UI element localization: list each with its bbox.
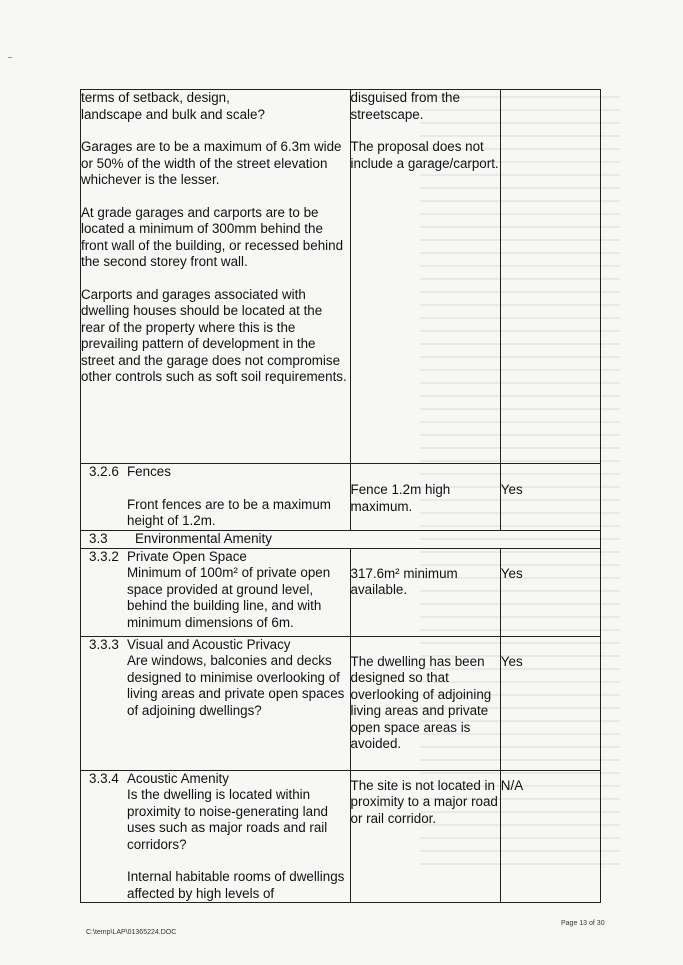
table-row-privacy bbox=[81, 636, 601, 770]
control-text: Minimum of 100m² of private open space provided at ground level, behind the building line, and with minimum dimensions of 6m. bbox=[127, 565, 331, 630]
clause-number: 3.2.6 bbox=[89, 464, 119, 479]
table-row-acoustic bbox=[81, 770, 601, 903]
control-line-2: landscape and bulk and scale? bbox=[81, 106, 265, 122]
complies-cell bbox=[500, 90, 600, 464]
control-text: Is the dwelling is located within proximity to noise-generating land uses such as major roads and rail corridors? bbox=[127, 787, 328, 852]
clause-title: Visual and Acoustic Privacy bbox=[127, 636, 291, 652]
control-text: Are windows, balconies and decks designed to minimise overlooking of living areas and private open spaces of adjoining dwellings? bbox=[127, 653, 345, 718]
section-heading-cell bbox=[81, 530, 601, 548]
proposal-cell bbox=[350, 548, 500, 636]
complies-value: Yes bbox=[500, 565, 523, 581]
clause-title: Private Open Space bbox=[127, 548, 247, 564]
proposal-cell bbox=[350, 636, 500, 770]
proposal-text: The site is not located in proximity to a major road or rail corridor. bbox=[350, 777, 498, 826]
clause-number: 3.3.2 bbox=[89, 548, 119, 564]
proposal-garage: The proposal does not include a garage/carport. bbox=[350, 139, 499, 171]
clause-title: Fences bbox=[127, 464, 171, 479]
proposal-text: The dwelling has been designed so that overlooking of adjoining living areas and private open space areas is avoided. bbox=[350, 653, 492, 751]
margin-mark bbox=[8, 57, 12, 58]
complies-cell bbox=[500, 548, 600, 636]
table-row-section bbox=[81, 530, 601, 548]
proposal-streetscape: disguised from the streetscape. bbox=[350, 90, 460, 122]
proposal-cell bbox=[350, 90, 500, 464]
clause-title: Acoustic Amenity bbox=[127, 770, 229, 786]
control-cell bbox=[81, 636, 351, 770]
complies-cell bbox=[500, 770, 600, 903]
control-garages-max: Garages are to be a maximum of 6.3m wide or 50% of the width of the street elevation whichever is the lesser. bbox=[81, 139, 342, 187]
clause-number: 3.3.4 bbox=[89, 770, 119, 786]
file-path: C:\temp\LAP\01365224.DOC bbox=[86, 929, 177, 936]
proposal-text: Fence 1.2m high maximum. bbox=[350, 482, 451, 514]
section-number: 3.3 bbox=[89, 530, 108, 546]
control-cell bbox=[81, 770, 351, 903]
proposal-cell bbox=[350, 464, 500, 531]
complies-cell bbox=[500, 464, 600, 531]
complies-value: Yes bbox=[500, 482, 523, 497]
complies-value: N/A bbox=[500, 777, 524, 793]
page-number: Page 13 of 30 bbox=[561, 920, 605, 927]
complies-cell bbox=[500, 636, 600, 770]
control-cell bbox=[81, 548, 351, 636]
control-text: Front fences are to be a maximum height of 1.2m. bbox=[127, 496, 331, 528]
control-cell bbox=[81, 464, 351, 531]
table-row-continued bbox=[81, 90, 601, 464]
control-at-grade: At grade garages and carports are to be located a minimum of 300mm behind the front wall of the building, or recessed behind the second storey front wall. bbox=[81, 204, 344, 269]
table-row-fences bbox=[81, 464, 601, 531]
compliance-table bbox=[80, 89, 601, 903]
proposal-cell bbox=[350, 770, 500, 903]
table-row-open-space bbox=[81, 548, 601, 636]
proposal-text: 317.6m² minimum available. bbox=[350, 565, 458, 597]
control-line-1: terms of setback, design, bbox=[81, 90, 230, 105]
control-cell bbox=[81, 90, 351, 464]
control-carports: Carports and garages associated with dwelling houses should be located at the rear of the property where this is the prevailing pattern of development in the street and the garage does not compromise other controls such as soft soil requirements. bbox=[81, 286, 347, 384]
complies-value: Yes bbox=[500, 653, 523, 669]
section-title: Environmental Amenity bbox=[135, 530, 272, 546]
clause-number: 3.3.3 bbox=[89, 636, 119, 652]
control-text-continued: Internal habitable rooms of dwellings affected by high levels of bbox=[127, 869, 345, 901]
